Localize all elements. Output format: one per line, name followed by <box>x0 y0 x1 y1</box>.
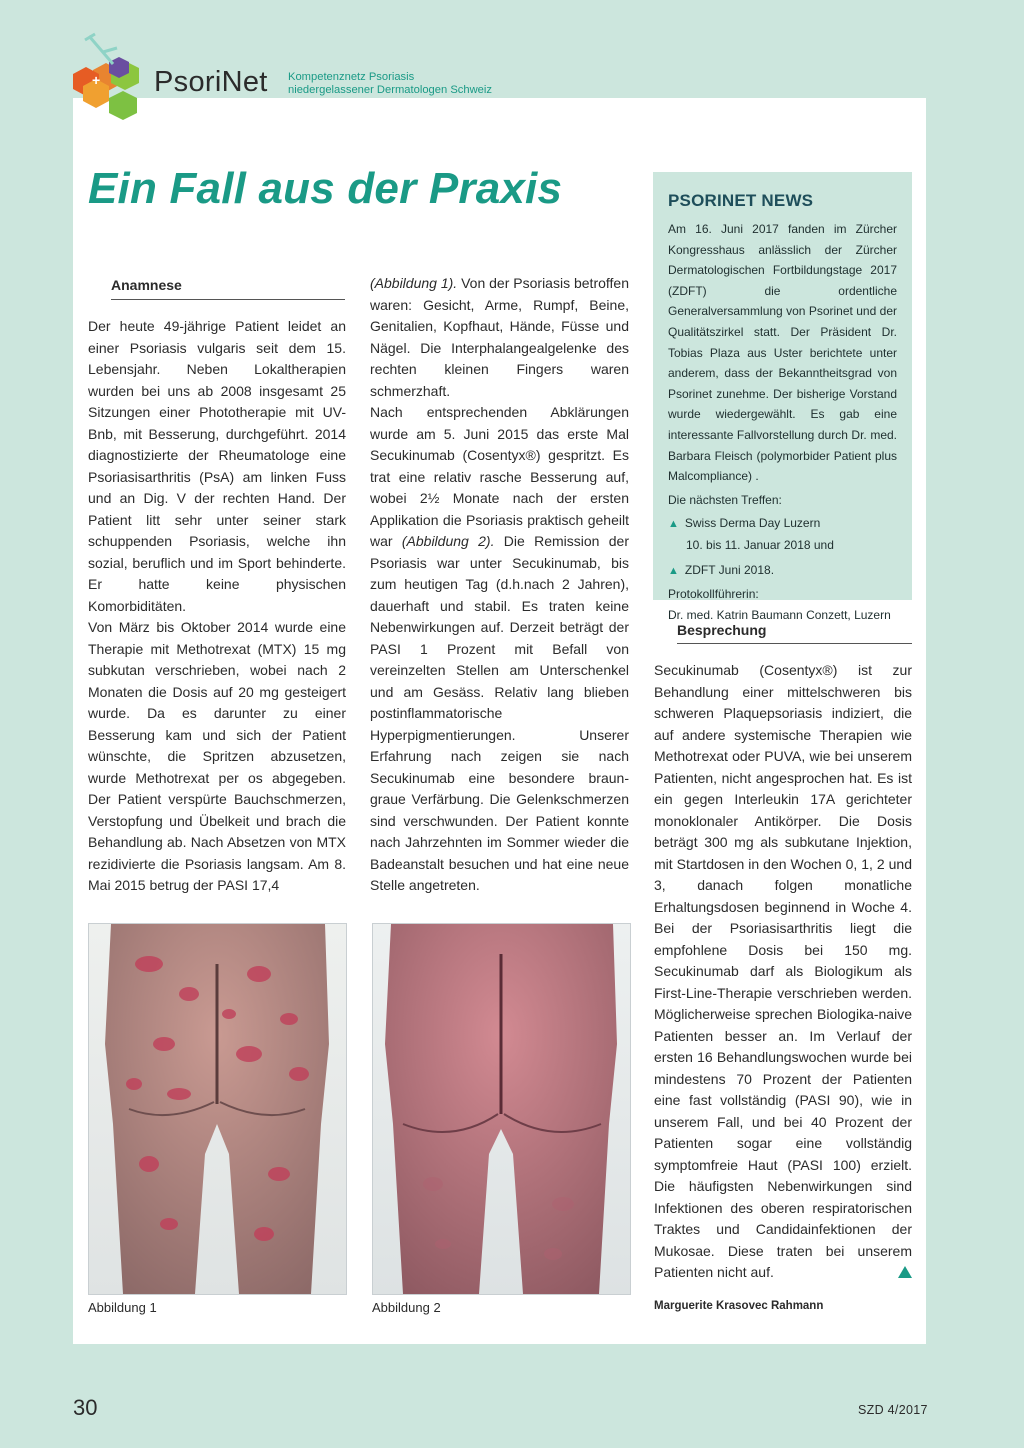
figure-2-image <box>373 924 630 1294</box>
news-next-label: Die nächsten Treffen: <box>668 492 782 507</box>
section-rule <box>111 299 345 300</box>
page-number: 30 <box>73 1395 98 1420</box>
paragraph-text: Nach entsprechenden Abklärungen wurde am 5. Juni 2015 das erste Mal Secukinumab (Cosentyx®) gespritzt. Es trat eine relativ rasche Besserung auf, wobei 2½ Monate nach der ersten Applikation die Psoriasis praktisch geheilt war <box>370 404 629 549</box>
news-protocol-label: Protokollführerin: <box>668 587 759 602</box>
news-text <box>668 219 897 625</box>
figure-1-image <box>89 924 346 1294</box>
psorinet-hexagon-logo-icon <box>73 30 153 122</box>
article-title: Ein Fall aus der Praxis <box>88 164 563 213</box>
figure-1-caption: Abbildung 1 <box>88 1300 157 1315</box>
section-heading-anamnese: Anamnese <box>111 277 182 293</box>
news-heading: PSORINET NEWS <box>668 191 814 210</box>
triangle-bullet-icon: ▲ <box>668 518 679 531</box>
paragraph: Secukinumab (Cosentyx®) ist zur Behandlung einer mittelschweren bis schweren Plaquepsoriasis indiziert, die auf andere systemische Therapien wie Methotrexat oder PUVA, wie bei unserem Patienten, nicht angesprochen hat. Es ist ein gegen Interleukin 17A gerichteter monoklonaler Antikörper. Die Dosis beträgt 300 mg als subkutane Injektion, mit Startdosen in den Wochen 0, 1, 2 und 3, danach folgen monatliche Erhaltungsdosen beginnend in Woche 4. Bei der Psoriasisarthritis liegt die empfohlene Dosis bei 150 mg. Secukinumab darf als Biologikum als First-Line-Therapie verschrieben werden. Möglicherweise sprechen Biologika-naive Patienten besser an. Im Verlauf der ersten 16 Behandlungswochen wurde bei mindestens 70 Prozent der Patienten eine fast vollständig (PASI 90), wie in unserem Fall, und bei 40 Prozent der Patienten sogar eine vollständig symptomfreie Haut (PASI 100) erzielt. Die häufigsten Nebenwirkungen sind Infektionen des oberen respiratorischen Traktes und Candidainfektionen der Mukosae. Diese traten bei unserem Patienten nicht auf. <box>654 662 912 1280</box>
figure-1-photo <box>88 923 347 1295</box>
news-protocol-name: Dr. med. Katrin Baumann Conzett, Luzern <box>668 607 891 622</box>
psorinet-news-box <box>653 172 912 622</box>
triangle-bullet-icon: ▲ <box>668 564 679 577</box>
news-meeting-1 <box>668 513 897 535</box>
tagline-line-2: niedergelassener Dermatologen Schweiz <box>288 84 492 96</box>
issue-label: SZD 4/2017 <box>858 1403 928 1417</box>
meeting-name: ZDFT Juni 2018. <box>684 562 775 577</box>
anamnese-column-2 <box>370 273 629 897</box>
anamnese-column-1 <box>88 316 346 897</box>
brand-name: PsoriNet <box>154 66 268 98</box>
news-meeting-1-date: 10. bis 11. Januar 2018 und <box>686 537 834 552</box>
end-triangle-icon <box>898 1266 912 1278</box>
meeting-name: Swiss Derma Day Luzern <box>684 516 821 531</box>
besprechung-column <box>654 660 912 1284</box>
paragraph-text: Von der Psoriasis betroffen waren: Gesicht, Arme, Rumpf, Beine, Genitalien, Kopfhaut, Hände, Füsse und Nägel. Die Interphalangealgelenke des rechten kleinen Fingers waren schmerzhaft. <box>370 275 629 399</box>
paragraph: Von März bis Oktober 2014 wurde eine Therapie mit Methotrexat (MTX) 15 mg subkutan verschrieben, wobei nach 2 Monaten die Dosis auf 20 mg gesteigert wurde. Da es darunter zu einer Besserung kam und sich der Patient wünschte, die Spritzen abzusetzen, wurde Methotrexat per os abgegeben. Der Patient verspürte Bauchschmerzen, Verstopfung und Übelkeit und brach die Behandlung ab. Nach Absetzen von MTX rezidivierte die Psoriasis langsam. Am 8. Mai 2015 betrug der PASI 17,4 <box>88 619 346 893</box>
svg-text:+: + <box>92 72 101 88</box>
section-rule <box>677 643 912 644</box>
author-name: Marguerite Krasovec Rahmann <box>654 1300 824 1312</box>
news-meeting-2 <box>668 560 897 582</box>
figure-2-photo <box>372 923 631 1295</box>
figure-2-caption: Abbildung 2 <box>372 1300 441 1315</box>
paragraph: Der heute 49-jährige Patient leidet an einer Psoriasis vulgaris seit dem 15. Lebensjahr. Neben Lokaltherapien wurden bei uns ab 2008 insgesamt 25 Sitzungen einer Phototherapie mit UV-Bnb, mit Besserung, durchgeführt. 2014 diagnostizierte der Rheumatologe eine Psoriasisarthritis (PsA) am linken Fuss und an Dig. V der rechten Hand. Der Patient litt sehr unter seiner stark schuppenden Psoriasis, welche ihn sozial, beruflich und im Sport behinderte. Er hatte keine physischen Komorbiditäten. <box>88 318 346 614</box>
news-paragraph: Am 16. Juni 2017 fanden im Zürcher Kongresshaus anlässlich der Zürcher Dermatologischen Fortbildungstage 2017 (ZDFT) die ordentliche Generalversammlung von Psorinet und der Qualitätszirkel statt. Der Präsident Dr. Tobias Plaza aus Uster berichtete unter anderem, dass der Bekanntheitsgrad von Psorinet zunehme. Der bisherige Vorstand wurde wiedergewählt. Es gab eine interessante Fallvorstellung durch Dr. med. Barbara Fleisch (polymorbider Patient plus Malcompliance) . <box>668 222 897 484</box>
paragraph <box>370 273 629 402</box>
figure-reference: (Abbildung 1). <box>370 275 458 291</box>
paragraph-text: Die Remission der Psoriasis war unter Secukinumab, bis zum heutigen Tag (d.h.nach 2 Jahren), dauerhaft und stabil. Es traten keine Nebenwirkungen auf. Derzeit beträgt der PASI 1 Prozent mit Befall von vereinzelten Stellen am Unterschenkel und am Gesäss. Relativ lang blieben postinflammatorische Hyperpigmentierungen. Unserer Erfahrung nach zeigen sie nach Secukinumab eine besondere braun-graue Verfärbung. Die Gelenkschmerzen sind verschwunden. Der Patient konnte nach Jahrzehnten im Sommer wieder die Badeanstalt besuchen und hat eine neue Stelle angetreten. <box>370 533 629 893</box>
tagline-line-1: Kompetenznetz Psoriasis <box>288 71 415 83</box>
brand-tagline <box>288 71 492 97</box>
section-heading-besprechung: Besprechung <box>677 622 767 638</box>
paragraph <box>370 402 629 897</box>
figure-reference: (Abbildung 2). <box>401 533 495 549</box>
